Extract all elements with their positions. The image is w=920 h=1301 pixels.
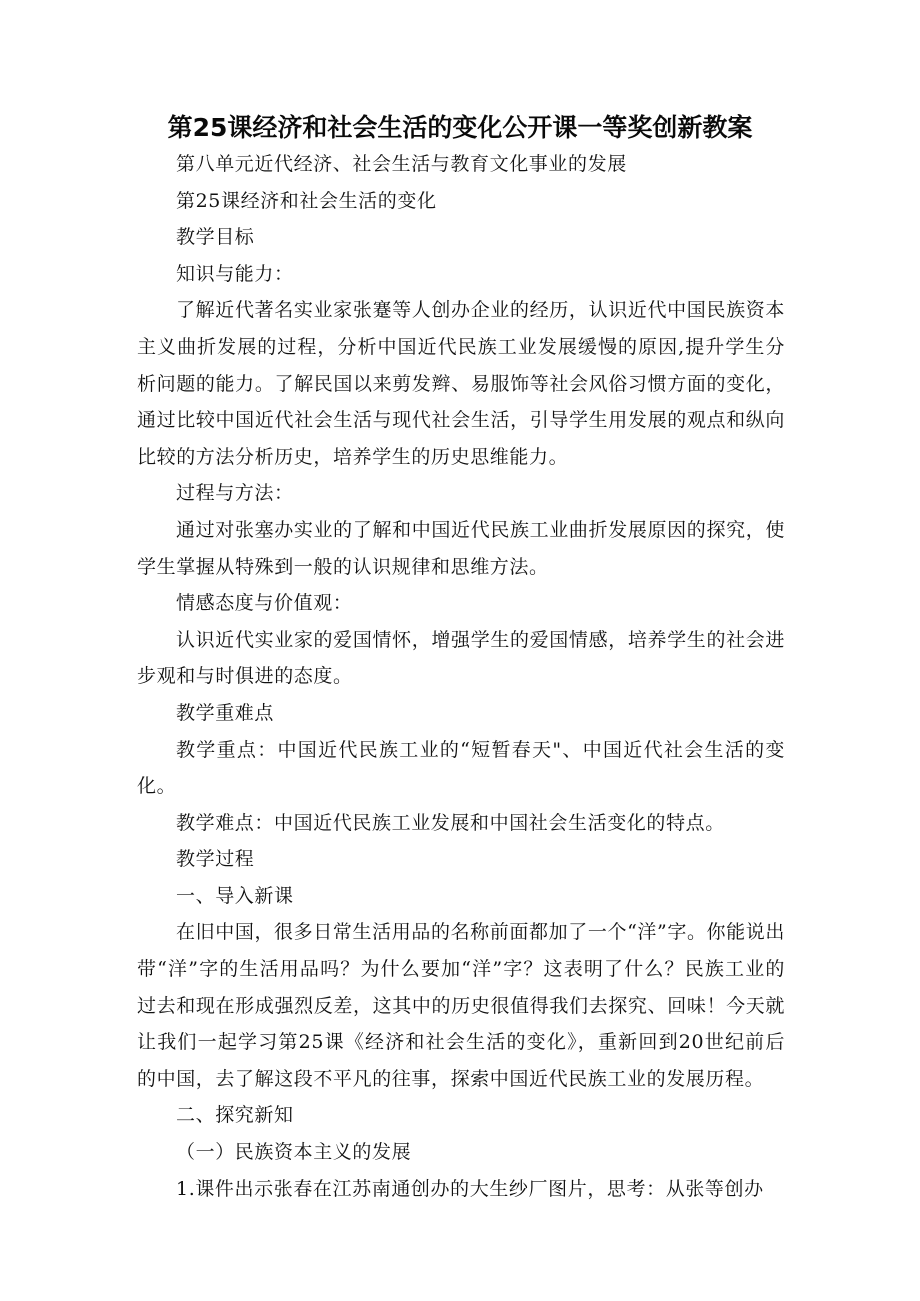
body-paragraph: 认识近代实业家的爱国情怀，增强学生的爱国情感，培养学生的社会进步观和与时俱进的态度。 [137, 628, 785, 688]
body-paragraph: 通过对张塞办实业的了解和中国近代民族工业曲折发展原因的探究，使学生掌握从特殊到一般的认识规律和思维方法。 [137, 518, 785, 578]
body-paragraph: 1.课件出示张春在江苏南通创办的大生纱厂图片，思考：从张等创办 [176, 1177, 764, 1200]
section-heading: 教学重难点 [176, 701, 275, 724]
section-heading: 教学过程 [176, 848, 255, 871]
body-paragraph: 教学难点：中国近代民族工业发展和中国社会生活变化的特点。 [176, 811, 725, 834]
document-body [137, 146, 785, 1207]
body-paragraph: 了解近代著名实业家张蹇等人创办企业的经历，认识近代中国民族资本主义曲折发展的过程，分析中国近代民族工业发展缓慢的原因,提升学生分析问题的能力。了解民国以来剪发辫、易服饰等社会风俗习惯方面的变化，通过比较中国近代社会生活与现代社会生活，引导学生用发展的观点和纵向比较的方法分析历史，培养学生的历史思维能力。 [137, 299, 785, 468]
document-title: 第25课经济和社会生活的变化公开课一等奖创新教案 [167, 113, 753, 142]
subsection-heading: 一、导入新课 [176, 884, 294, 907]
body-paragraph: 在旧中国，很多日常生活用品的名称前面都加了一个“洋”字。你能说出带“洋”字的生活用品吗？为什么要加“洋”字？这表明了什么？民族工业的过去和现在形成强烈反差，这其中的历史很值得我们去探究、回味！今天就让我们一起学习第25课《经济和社会生活的变化》，重新回到20世纪前后的中国，去了解这段不平凡的往事，探索中国近代民族工业的发展历程。 [137, 921, 785, 1090]
section-heading: 教学目标 [176, 226, 255, 249]
subsection-heading: 过程与方法： [176, 482, 294, 505]
subsection-heading: 二、探究新知 [176, 1104, 294, 1127]
subsection-heading: 知识与能力： [176, 262, 294, 285]
unit-heading: 第八单元近代经济、社会生活与教育文化事业的发展 [176, 153, 627, 175]
subsection-heading: 情感态度与价值观： [176, 592, 353, 615]
lesson-heading: 第25课经济和社会生活的变化 [176, 189, 437, 212]
body-paragraph: 教学重点：中国近代民族工业的“短暂春天"、中国近代社会生活的变化。 [137, 738, 785, 798]
subsection-heading: （一）民族资本主义的发展 [176, 1141, 412, 1164]
